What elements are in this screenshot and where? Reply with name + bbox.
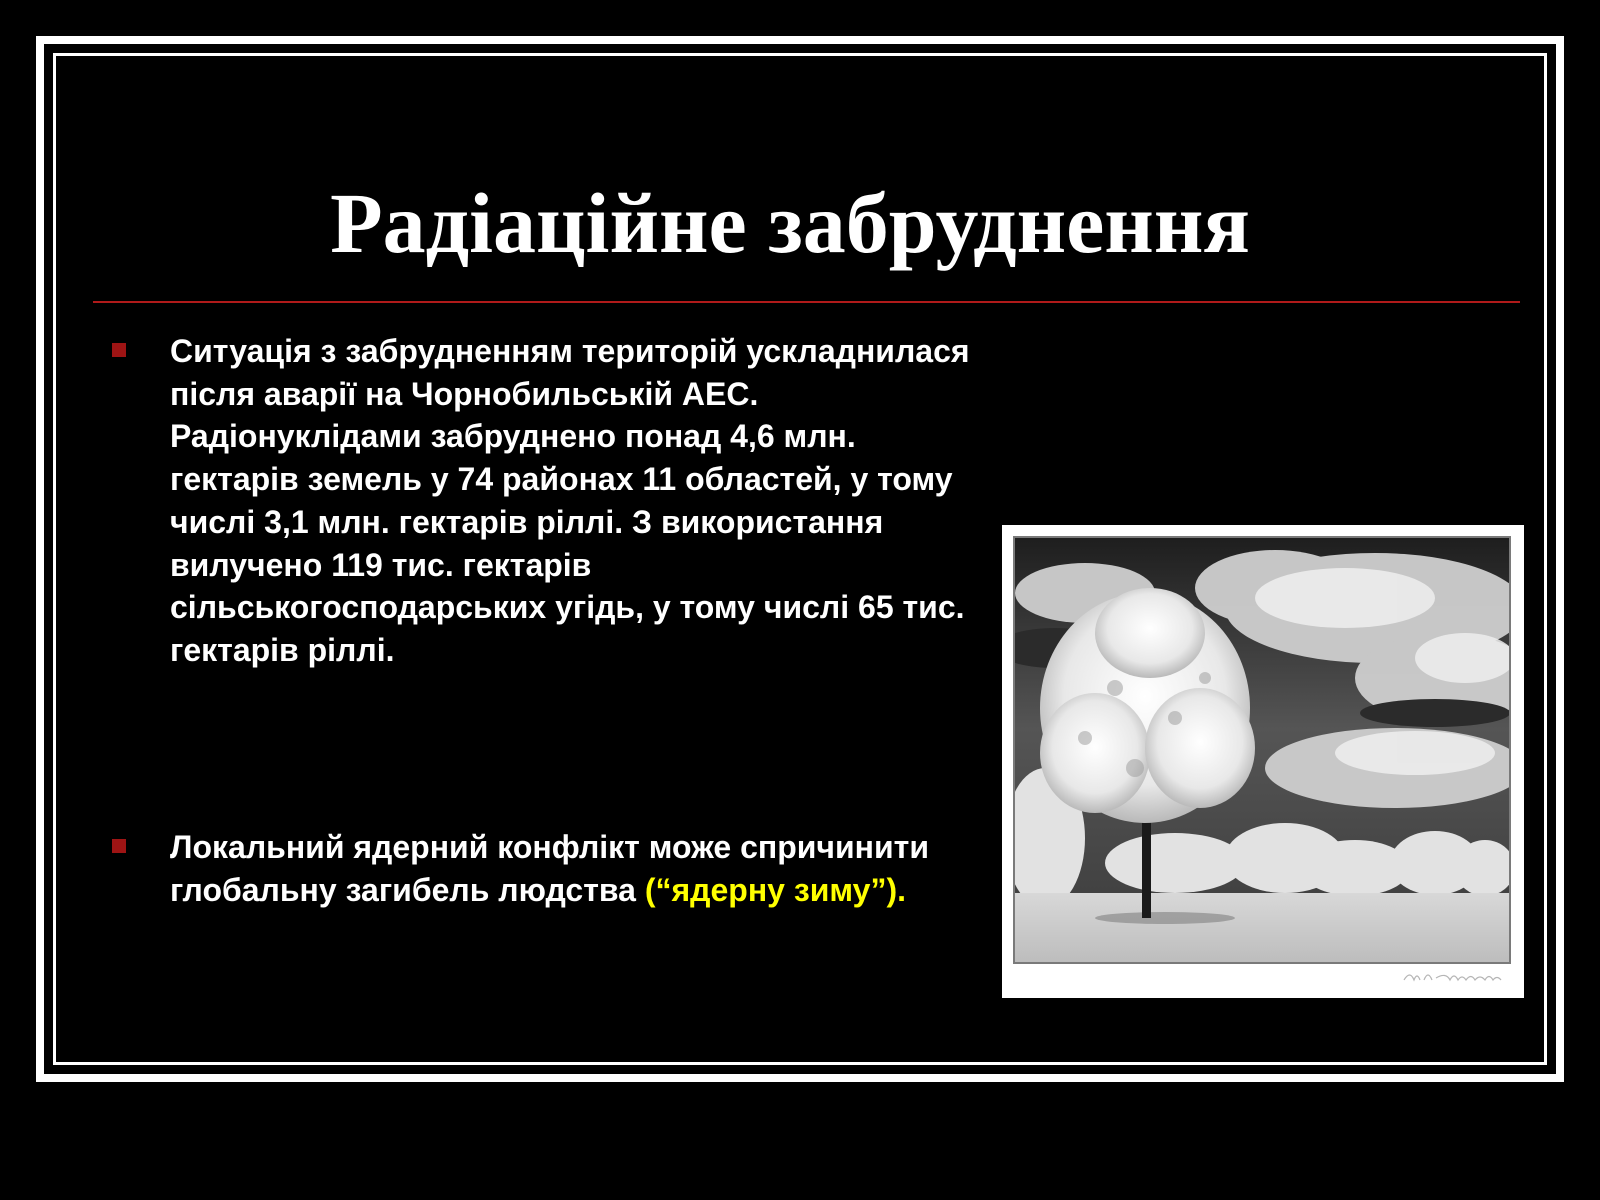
bullet-square-icon bbox=[112, 343, 126, 357]
bullet-square-icon bbox=[112, 839, 126, 853]
slide-title: Радіаційне забруднення bbox=[330, 175, 1250, 271]
photo-illustration bbox=[1015, 538, 1509, 962]
bullet-text-chernobyl: Ситуація з забрудненням територій ускладнилася після аварії на Чорнобильській АЕС. Радіонуклідами забруднено понад 4,6 млн. гектарів земель у 74 районах 11 областей, у тому числі 3,1 млн. гектарів ріллі. З використання вилучено 119 тис. гектарів сільськогосподарських угідь, у тому числі 65 тис. гектарів ріллі. bbox=[170, 333, 970, 668]
infrared-tree-photo bbox=[1013, 536, 1511, 964]
bullet-text-main: Локальний ядерний конфлікт може спричинити глобальну загибель людства bbox=[170, 829, 929, 908]
title-divider bbox=[93, 301, 1520, 303]
bullet-text-highlight: (“ядерну зиму”). bbox=[644, 871, 906, 908]
photographer-signature bbox=[1400, 966, 1515, 986]
bullet-text-nuclear-winter bbox=[170, 826, 970, 911]
